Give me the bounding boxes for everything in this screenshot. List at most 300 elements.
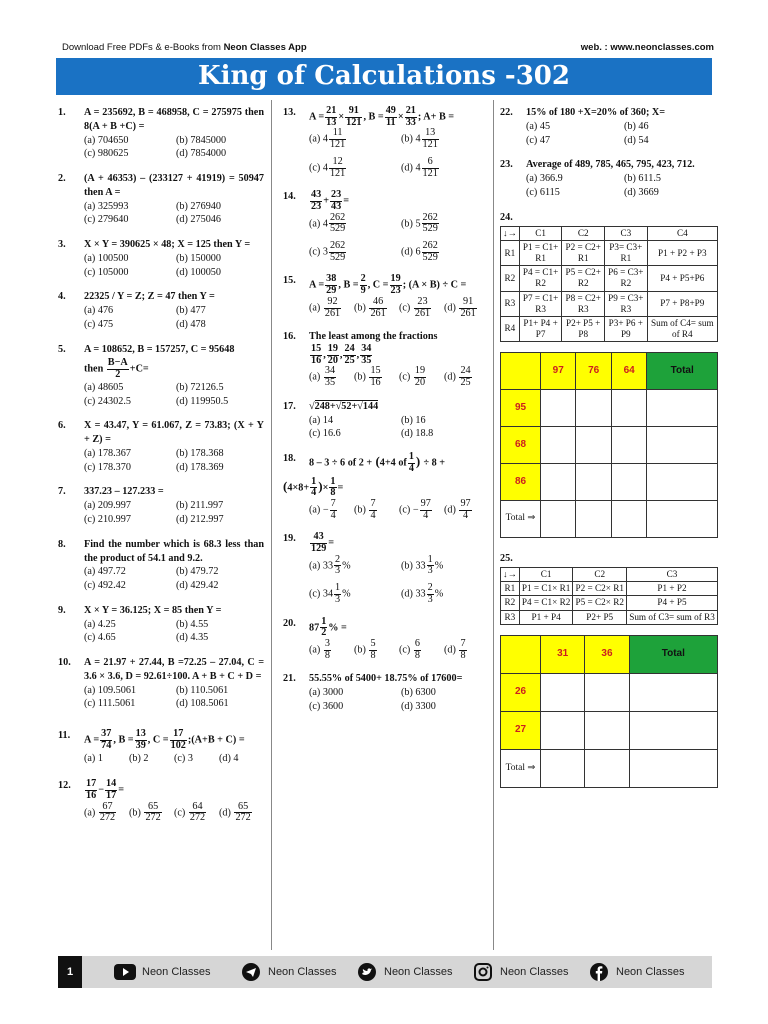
option: (b) 4.55 [176,618,209,630]
option-letter: (b) [401,133,413,145]
text: 4+4 of [379,457,407,469]
whole-part: 3 [322,246,328,258]
question-13 [283,106,489,179]
whole-part: 33 [322,560,334,572]
option [354,639,399,661]
options [500,120,718,148]
text: then [84,364,104,376]
score-blank-cell[interactable] [629,711,717,749]
numerator: 46 [369,297,386,309]
numerator: 14 [106,778,117,790]
denominator: 8 [324,649,330,661]
score-total-row [501,749,718,787]
score-blank-cell[interactable] [541,749,585,787]
option [444,366,489,388]
grid-cell: R3 [501,291,520,316]
download-note: Download Free PDFs & e-Books from Neon Classes App [62,42,307,53]
text: 4×8+ [287,482,310,494]
question-14 [283,190,489,263]
option: (a) 45 [526,120,551,132]
denominator: 3 [427,565,433,577]
score-blank-cell[interactable] [576,463,611,500]
denominator: 4 [311,487,317,499]
social-link-youtube[interactable] [114,962,210,982]
sign: − [412,504,419,516]
fraction [329,157,346,179]
question-1 [58,106,264,161]
text: 248+ [314,400,336,412]
whole-part: 33 [415,560,426,572]
grid-cell: C1 [519,227,562,241]
grid-cell: Sum of C3= sum of R3 [627,610,718,624]
option [309,366,354,388]
option: (b) 477 [176,305,206,317]
option-letter: (a) [309,560,321,572]
text: = [343,195,349,207]
score-blank-cell[interactable] [541,463,576,500]
score-column-value: 31 [541,635,585,673]
score-blank-cell[interactable] [647,389,718,426]
option [84,802,129,824]
option [399,499,444,521]
numerator: 49 [385,105,396,116]
grid-row [501,266,718,291]
score-blank-cell[interactable] [629,673,717,711]
option: (d) 3669 [624,186,659,198]
denominator: 2 [321,627,327,639]
text: A = [309,111,325,123]
score-blank-cell[interactable] [647,463,718,500]
column-c [500,106,718,802]
question-text [283,452,489,499]
text: = [118,784,124,796]
page-number: 1 [58,956,82,988]
option-letter: (a) [309,133,321,145]
numerator: 65 [234,802,251,814]
question-text [283,330,489,366]
facebook-icon [588,963,610,981]
option: (d) 3300 [401,700,436,712]
social-link-facebook[interactable] [588,962,684,982]
text: , B = [113,734,134,746]
question-text [58,604,264,618]
youtube-icon [114,963,136,981]
question-3 [58,238,264,279]
numerator: 38 [326,273,337,285]
question-number: 6. [58,420,66,432]
question-22 [500,106,718,147]
grid-cell: P2+ P5 [573,610,627,624]
denominator: 121 [346,116,362,128]
question-17 [283,400,489,441]
fraction [105,779,117,801]
text: ; (A × B) ÷ C = [402,279,467,291]
grid-cell: P8 = C2+ R3 [562,291,605,316]
question-text [283,106,489,128]
score-blank-cell[interactable] [647,500,718,537]
score-row-value: 86 [501,463,541,500]
option: (c) 24302.5 [84,395,131,407]
question-number: 19. [283,533,296,545]
denominator: 16 [311,354,322,366]
grid-cell: C3 [627,568,718,582]
denominator: 20 [327,354,338,366]
question-stem: 337.23 – 127.233 = [84,486,164,498]
score-blank-cell[interactable] [611,426,646,463]
whole-part: 4 [415,133,421,145]
text: +C= [129,364,149,376]
denominator: 4 [423,509,429,521]
option: (d) 108.5061 [176,698,229,710]
numerator: 65 [144,802,161,814]
question-number: 24. [500,211,513,223]
numerator: 6 [422,157,439,169]
radical-expression [309,400,378,412]
website-link[interactable]: web. : www.neonclasses.com [580,42,714,53]
option: (a) 476 [84,305,114,317]
numerator: 64 [189,802,206,814]
score-blank-cell[interactable] [541,426,576,463]
denominator: 33 [405,116,416,128]
question-text [283,400,489,414]
percent-sign: % [434,560,444,572]
question-text [58,106,264,134]
grid-cell: Sum of C4= sum of R4 [647,316,717,341]
radical-sign: √ [357,400,363,412]
fraction [325,106,337,128]
option [309,213,397,235]
option [401,213,489,235]
option: (c) 980625 [84,148,129,160]
question-text [58,779,264,801]
denominator: 29 [326,285,337,297]
grid-cell: P4 + P5 [627,596,718,610]
options [283,213,489,264]
grid-cell: R3 [501,610,520,624]
option: (a) 100500 [84,252,129,264]
fraction [385,106,397,128]
question-stem: Average of 489, 785, 465, 795, 423, 712. [526,159,695,171]
option-letter: (b) [354,504,366,516]
score-blank-cell[interactable] [576,426,611,463]
question-text [283,274,489,296]
option: (b) 611.5 [624,173,661,185]
option: (b) 6300 [401,687,436,699]
numerator: 97 [460,497,471,509]
options [58,752,264,766]
grid-cell: R1 [501,241,520,266]
score-blank-cell[interactable] [576,500,611,537]
option: (d) 212.997 [176,514,224,526]
social-link-label: Neon Classes [500,965,569,978]
score-blank-cell[interactable] [585,711,629,749]
score-blank-cell[interactable] [585,749,629,787]
question-stem: The least among the fractions [309,331,438,343]
fraction [459,639,466,661]
percent-sign: % [342,588,351,600]
option: (d) 18.8 [401,428,434,440]
numerator: 7 [460,637,466,649]
question-15 [283,274,489,319]
fraction [420,499,432,521]
numerator: 43 [310,532,327,544]
score-column-value: 97 [541,352,576,389]
option: (a) 178.367 [84,447,131,459]
grid-cell: P3+ P6 + P9 [605,316,648,341]
text: = [328,537,335,549]
question-5 [58,343,264,409]
option: (d) 100050 [176,266,221,278]
options [500,172,718,200]
score-table-25 [500,635,718,788]
options [58,200,264,228]
numerator: 34 [361,343,372,355]
score-column-value: 36 [585,635,629,673]
question-stem: (A + 46353) – (233127 + 41919) = 50947 then A = [84,173,264,198]
denominator: 13 [326,116,337,128]
option [309,639,354,661]
fraction-list: $\frac{15}{16}$ , $\frac{19}{20}$ , $\frac{24}{25}$ , $\frac{34}{35}$ [311,343,372,366]
score-column-value: 64 [611,352,646,389]
option: (c) 6115 [526,186,560,198]
fraction [343,344,355,366]
option: (d) 119950.5 [176,395,229,407]
fraction [427,555,434,577]
option: (a) 4.25 [84,618,116,630]
whole-part: 33 [415,588,426,600]
denominator: 261 [324,307,341,319]
options [58,684,264,712]
option-letter: (b) [401,560,413,572]
numerator: 2 [360,273,366,285]
grid-cell: R2 [501,266,520,291]
text: + [323,195,329,207]
question-stem: A = 21.97 + 27.44, B =72.25 – 27.04, C = 3.6 × 3.6, D = 92.61÷100. A + B + C + D = [84,657,264,682]
option-letter: (a) [309,302,321,314]
option: (c) 105000 [84,266,129,278]
top-bar [62,42,714,56]
score-blank-cell[interactable] [541,389,576,426]
whole-part: 34 [322,588,334,600]
option: (d) 4.35 [176,632,209,644]
question-24 [500,211,718,342]
score-blank-cell[interactable] [541,673,585,711]
question-number: 2. [58,173,66,185]
whole-part: 5 [415,218,421,230]
option: (d) 275046 [176,214,221,226]
grid-cell: R4 [501,316,520,341]
denominator: 25 [344,354,355,366]
option: (a) 209.997 [84,500,131,512]
options [58,618,264,646]
option [309,583,397,605]
option [309,499,354,521]
question-text [58,485,264,499]
grid-cell: P1 + P2 + P3 [647,241,717,266]
grid-cell: P4 + P5+P6 [647,266,717,291]
score-corner-cell [501,352,541,389]
social-link-twitter[interactable] [356,962,452,982]
fraction [422,128,439,150]
denominator: 16 [370,377,381,389]
option: (d) 7854000 [176,148,227,160]
score-row-value: 68 [501,426,541,463]
expression [84,358,264,380]
numerator: 262 [329,211,346,223]
text: A = [84,734,100,746]
fraction [369,499,376,521]
score-blank-cell[interactable] [541,711,585,749]
denominator: 529 [329,223,346,235]
question-stem: 15% of 180 +X=20% of 360; X= [526,107,666,118]
numerator: 13 [422,128,439,140]
score-row [501,673,718,711]
column-divider-2 [493,100,494,950]
option-letter: (a) [309,644,321,656]
grid-cell: P9 = C3+ R3 [605,291,648,316]
question-number: 15. [283,275,296,287]
numerator: 91 [459,297,476,309]
denominator: 8 [370,649,376,661]
fraction [408,452,415,474]
fraction [390,274,402,296]
grid-row [501,596,718,610]
fraction [330,190,342,212]
denominator: 121 [422,139,438,151]
radical-sign: √ [335,400,342,412]
social-link-label: Neon Classes [142,965,211,978]
numerator: 7 [370,497,376,509]
question-20 [283,617,489,662]
score-blank-cell[interactable] [611,463,646,500]
grid-cell: P1+ P4 + P7 [519,316,562,341]
denominator: 261 [460,307,476,319]
question-stem: A = 108652, B = 157257, C = 95648 [84,343,235,355]
fraction [334,555,341,577]
score-blank-cell[interactable] [611,389,646,426]
grid-cell: C2 [562,227,605,241]
question-number: 11. [58,730,71,742]
option [309,241,397,263]
question-16 [283,330,489,389]
option: (d) 429.42 [176,580,219,592]
denominator: 4 [330,509,336,521]
score-row [501,463,718,500]
score-blank-cell[interactable] [585,673,629,711]
social-link-instagram[interactable] [472,962,568,982]
score-blank-cell[interactable] [629,749,717,787]
option-letter: (b) [129,807,141,819]
grid-row [501,582,718,596]
options [283,366,489,388]
question-number: 25. [500,552,513,564]
fraction [360,344,372,366]
question-2 [58,172,264,227]
radical-sign: √ [309,400,315,412]
footer-bar [58,956,712,988]
denominator: 8 [460,649,466,661]
text: A = [309,279,325,291]
text: × [322,482,329,494]
denominator: 529 [422,251,438,263]
option: (b) 7845000 [176,134,227,146]
question-number: 14. [283,191,296,203]
score-blank-cell[interactable] [576,389,611,426]
options [283,499,489,521]
fraction [369,297,386,319]
denominator: 23 [311,200,322,212]
numerator: 19 [327,343,338,355]
formula-grid [500,226,718,341]
fraction [189,802,206,824]
score-total-header: Total [647,352,718,389]
grid-cell: P2 = C2× R1 [573,582,627,596]
text: = [337,482,344,494]
question-text [283,672,489,686]
fraction [405,106,417,128]
question-number: 16. [283,331,296,343]
fraction [330,499,337,521]
score-blank-cell[interactable] [541,500,576,537]
column-b [283,106,489,725]
expression [283,477,489,499]
fraction [459,499,471,521]
denominator: 74 [101,739,112,751]
question-number: 3. [58,239,66,251]
fraction [414,366,426,388]
score-blank-cell[interactable] [611,500,646,537]
question-number: 1. [58,107,66,118]
score-blank-cell[interactable] [647,426,718,463]
option: (a) 325993 [84,200,129,212]
question-number: 7. [58,486,66,498]
numerator: 3 [324,637,330,649]
question-text [58,419,264,447]
text: 8 – 3 ÷ 6 of 2 + [309,457,373,469]
question-text [58,172,264,200]
social-link-telegram[interactable] [240,962,336,982]
fraction [459,366,471,388]
radicand [341,400,378,412]
text: , B = [363,111,384,123]
numerator: 19 [390,273,401,285]
question-text [58,290,264,304]
numerator: 34 [324,365,336,377]
grid-cell: P1 = C1× R1 [519,582,573,596]
numerator: 24 [344,343,355,355]
paren-group: ( [283,478,288,494]
page-title: King of Calculations -302 [56,58,712,95]
option: (b) 46 [624,120,649,132]
grid-row [501,291,718,316]
question-number: 21. [283,673,296,685]
score-row [501,426,718,463]
option-letter: (a) [309,371,321,383]
option-letter: (c) [399,644,411,656]
option: (c) 111.5061 [84,698,136,710]
denominator: 43 [331,200,342,212]
denominator: 8 [414,649,420,661]
question-19 [283,532,489,605]
paren-group: ) [318,478,323,494]
option-letter: (c) [399,504,411,516]
question-text [58,729,264,751]
denominator: 39 [135,739,146,751]
question-number: 17. [283,400,296,412]
option [401,157,489,179]
question-text [58,656,264,684]
option: (c) 492.42 [84,580,126,592]
